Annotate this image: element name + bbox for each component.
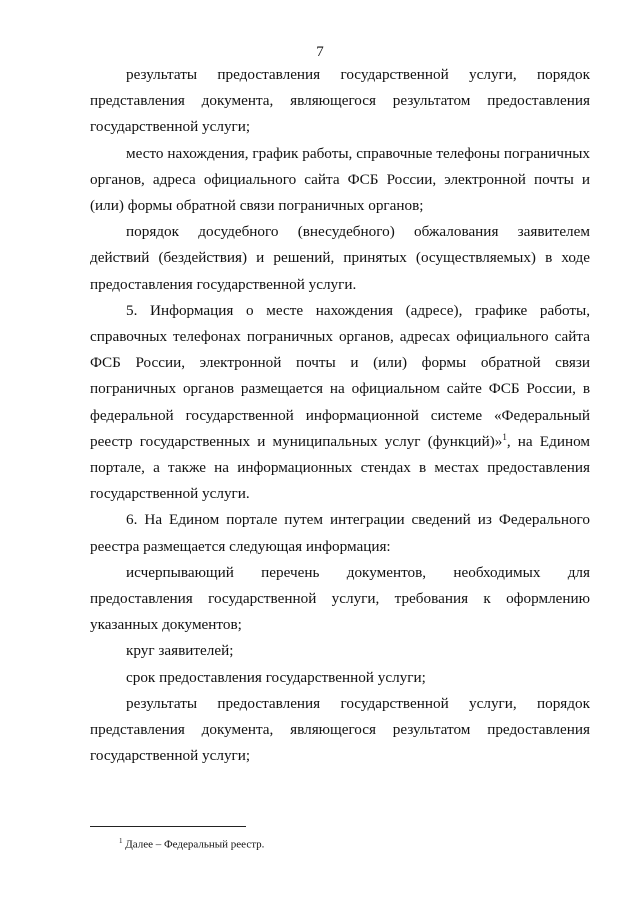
paragraph-6: 6. На Едином портале путем интеграции сведений из Федерального реестра размещается следующая информация: (90, 511, 590, 555)
paragraph-applicants: круг заявителей; (126, 642, 234, 660)
paragraph-5 (90, 298, 590, 508)
footnote-reference: 1 (502, 431, 507, 442)
paragraph-5-text: 5. Информация о месте нахождения (адресе), графике работы, справочных телефонах пограничных органов, адресах официального сайта ФСБ России, электронной почты и (или) формы обратной связи пограничных органов размещается на официальном сайте ФСБ России, в федеральной государственной информационной системе «Федеральный реестр государственных и муниципальных услуг (функций)» (90, 301, 590, 450)
paragraph-5-text-end: , на Едином портале, а также на информационных стендах в местах предоставления государственной услуги. (90, 432, 590, 503)
paragraph-location: место нахождения, график работы, справочные телефоны пограничных органов, адреса официального сайта ФСБ России, электронной почты и (или) формы обратной связи пограничных органов; (90, 144, 590, 215)
paragraph-term: срок предоставления государственной услуги; (126, 668, 426, 686)
body-text (90, 62, 590, 769)
paragraph-results-2: результаты предоставления государственной услуги, порядок представления документа, являющегося результатом предоставления государственной услуги; (90, 694, 590, 765)
paragraph-appeal: порядок досудебного (внесудебного) обжалования заявителем действий (бездействия) и решений, принятых (осуществляемых) в ходе предоставления государственной услуги. (90, 223, 590, 293)
footnote-mark: 1 (119, 837, 123, 845)
footnote-divider (90, 826, 246, 827)
footnote (119, 834, 599, 852)
page-number: 7 (316, 44, 324, 60)
paragraph-results: результаты предоставления государственной услуги, порядок представления документа, являющегося результатом предоставления государственной услуги; (90, 66, 590, 136)
paragraph-documents-list: исчерпывающий перечень документов, необходимых для предоставления государственной услуги, требования к оформлению указанных документов; (90, 563, 590, 634)
footnote-text: Далее – Федеральный реестр. (122, 838, 265, 851)
